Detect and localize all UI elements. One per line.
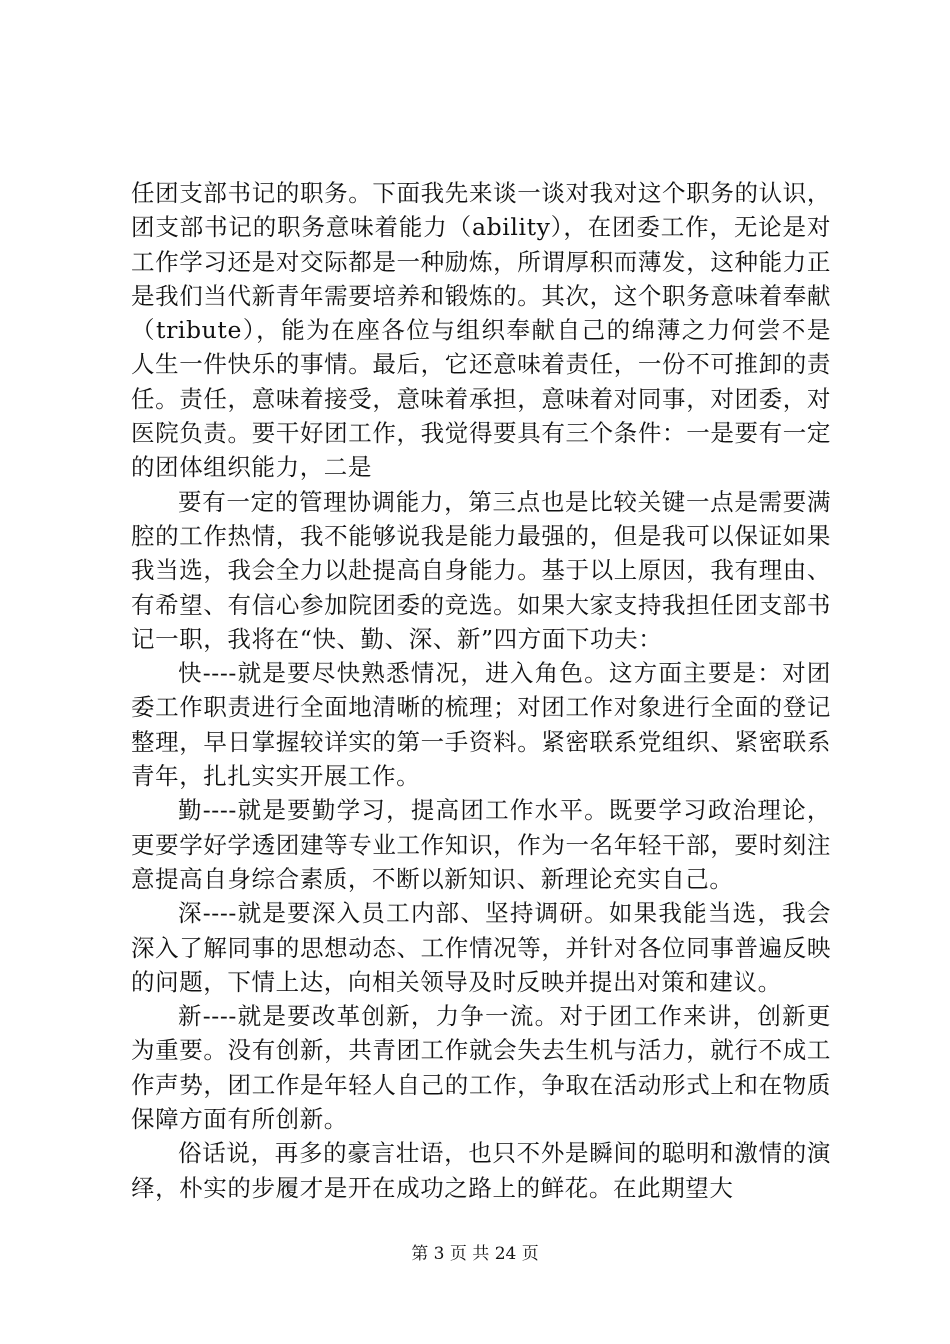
document-body [131, 176, 831, 1205]
paragraph-kuai: 快----就是要尽快熟悉情况，进入角色。这方面主要是：对团委工作职责进行全面地清晰的梳理；对团工作对象进行全面的登记整理，早日掌握较详实的第一手资料。紧密联系党组织、紧密联系青年，扎扎实实开展工作。 [131, 659, 831, 791]
paragraph-shen: 深----就是要深入员工内部、坚持调研。如果我能当选，我会深入了解同事的思想动态、工作情况等，并针对各位同事普遍反映的问题，下情上达，向相关领导及时反映并提出对策和建议。 [131, 899, 831, 996]
page-number-footer: 第 3 页 共 24 页 [411, 1244, 539, 1264]
paragraph-closing: 俗话说，再多的豪言壮语，也只不外是瞬间的聪明和激情的演绎，朴实的步履才是开在成功之路上的鲜花。在此期望大 [131, 1139, 831, 1202]
paragraph-2: 要有一定的管理协调能力，第三点也是比较关键一点是需要满腔的工作热情，我不能够说我是能力最强的，但是我可以保证如果我当选，我会全力以赴提高自身能力。基于以上原因，我有理由、有希望、有信心参加院团委的竞选。如果大家支持我担任团支部书记一职，我将在“快、勤、深、新”四方面下功夫： [131, 487, 831, 653]
paragraph-xin: 新----就是要改革创新，力争一流。对于团工作来讲，创新更为重要。没有创新，共青团工作就会失去生机与活力，就行不成工作声势，团工作是年轻人自己的工作，争取在活动形式上和在物质保障方面有所创新。 [131, 1002, 831, 1134]
paragraph-qin: 勤----就是要勤学习，提高团工作水平。既要学习政治理论，更要学好学透团建等专业工作知识，作为一名年轻干部，要时刻注意提高自身综合素质，不断以新知识、新理论充实自己。 [131, 796, 831, 893]
paragraph-1: 任团支部书记的职务。下面我先来谈一谈对我对这个职务的认识，团支部书记的职务意味着能力（ability），在团委工作，无论是对工作学习还是对交际都是一种励炼，所谓厚积而薄发，这种能力正是我们当代新青年需要培养和锻炼的。其次，这个职务意味着奉献（tribute），能为在座各位与组织奉献自己的绵薄之力何尝不是人生一件快乐的事情。最后，它还意味着责任，一份不可推卸的责任。责任，意味着接受，意味着承担，意味着对同事，对团委，对医院负责。要干好团工作，我觉得要具有三个条件：一是要有一定的团体组织能力，二是 [131, 179, 831, 482]
